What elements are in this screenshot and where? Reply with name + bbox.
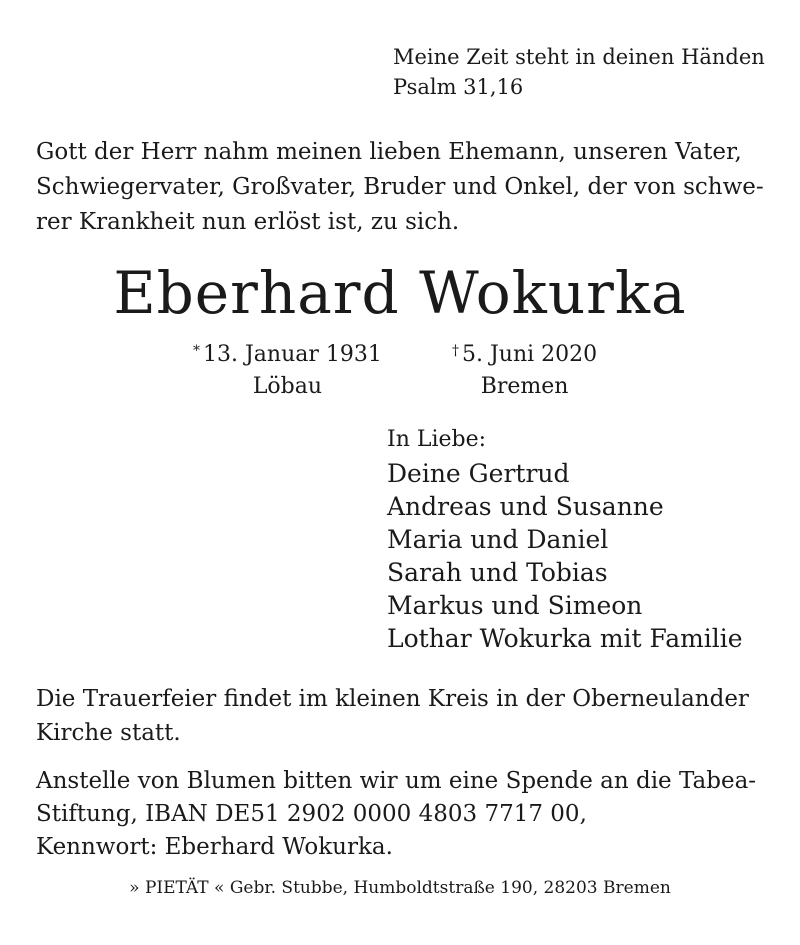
motto: [393, 42, 765, 102]
funeral-home-footer: » PIETÄT « Gebr. Stubbe, Humboldtstraße 190, 28203 Bremen: [129, 878, 671, 898]
donation-line: Anstelle von Blumen bitten wir um eine Spende an die Tabea-: [36, 768, 757, 794]
mourner-name: Markus und Simeon: [387, 591, 643, 620]
mourner-name: Lothar Wokurka mit Familie: [387, 624, 743, 653]
birth-info: [193, 335, 382, 403]
ceremony-line: Die Trauerfeier findet im kleinen Kreis in der Oberneulander: [36, 686, 749, 712]
mourner-name: Sarah und Tobias: [387, 558, 608, 587]
death-place: Bremen: [480, 374, 569, 399]
birth-date: 13. Januar 1931: [203, 342, 382, 367]
mourner-name: Maria und Daniel: [387, 525, 609, 554]
intro-line: rer Krankheit nun erlöst ist, zu sich.: [36, 209, 460, 235]
intro-text: [36, 135, 776, 240]
mourner-name: Deine Gertrud: [387, 459, 570, 488]
motto-reference: Psalm 31,16: [393, 75, 524, 99]
death-info: [452, 335, 597, 403]
donation-notice: [36, 765, 756, 864]
intro-line: Gott der Herr nahm meinen lieben Ehemann, unseren Vater,: [36, 139, 742, 165]
intro-line: Schwiegervater, Großvater, Bruder und Onkel, der von schwe-: [36, 174, 764, 200]
motto-quote: Meine Zeit steht in deinen Händen: [393, 45, 765, 69]
mourners-list: [387, 423, 743, 655]
ceremony-notice: [36, 682, 749, 750]
donation-line: Stiftung, IBAN DE51 2902 0000 4803 7717 00,: [36, 801, 587, 827]
deceased-name: Eberhard Wokurka: [113, 259, 687, 327]
mourners-label: In Liebe:: [387, 427, 487, 452]
ceremony-line: Kirche statt.: [36, 720, 181, 746]
death-date: 5. Juni 2020: [462, 342, 598, 367]
birth-place: Löbau: [252, 374, 323, 399]
donation-line: Kennwort: Eberhard Wokurka.: [36, 834, 393, 860]
death-symbol: †: [452, 343, 459, 359]
birth-symbol: *: [193, 343, 200, 359]
mourner-name: Andreas und Susanne: [387, 492, 664, 521]
